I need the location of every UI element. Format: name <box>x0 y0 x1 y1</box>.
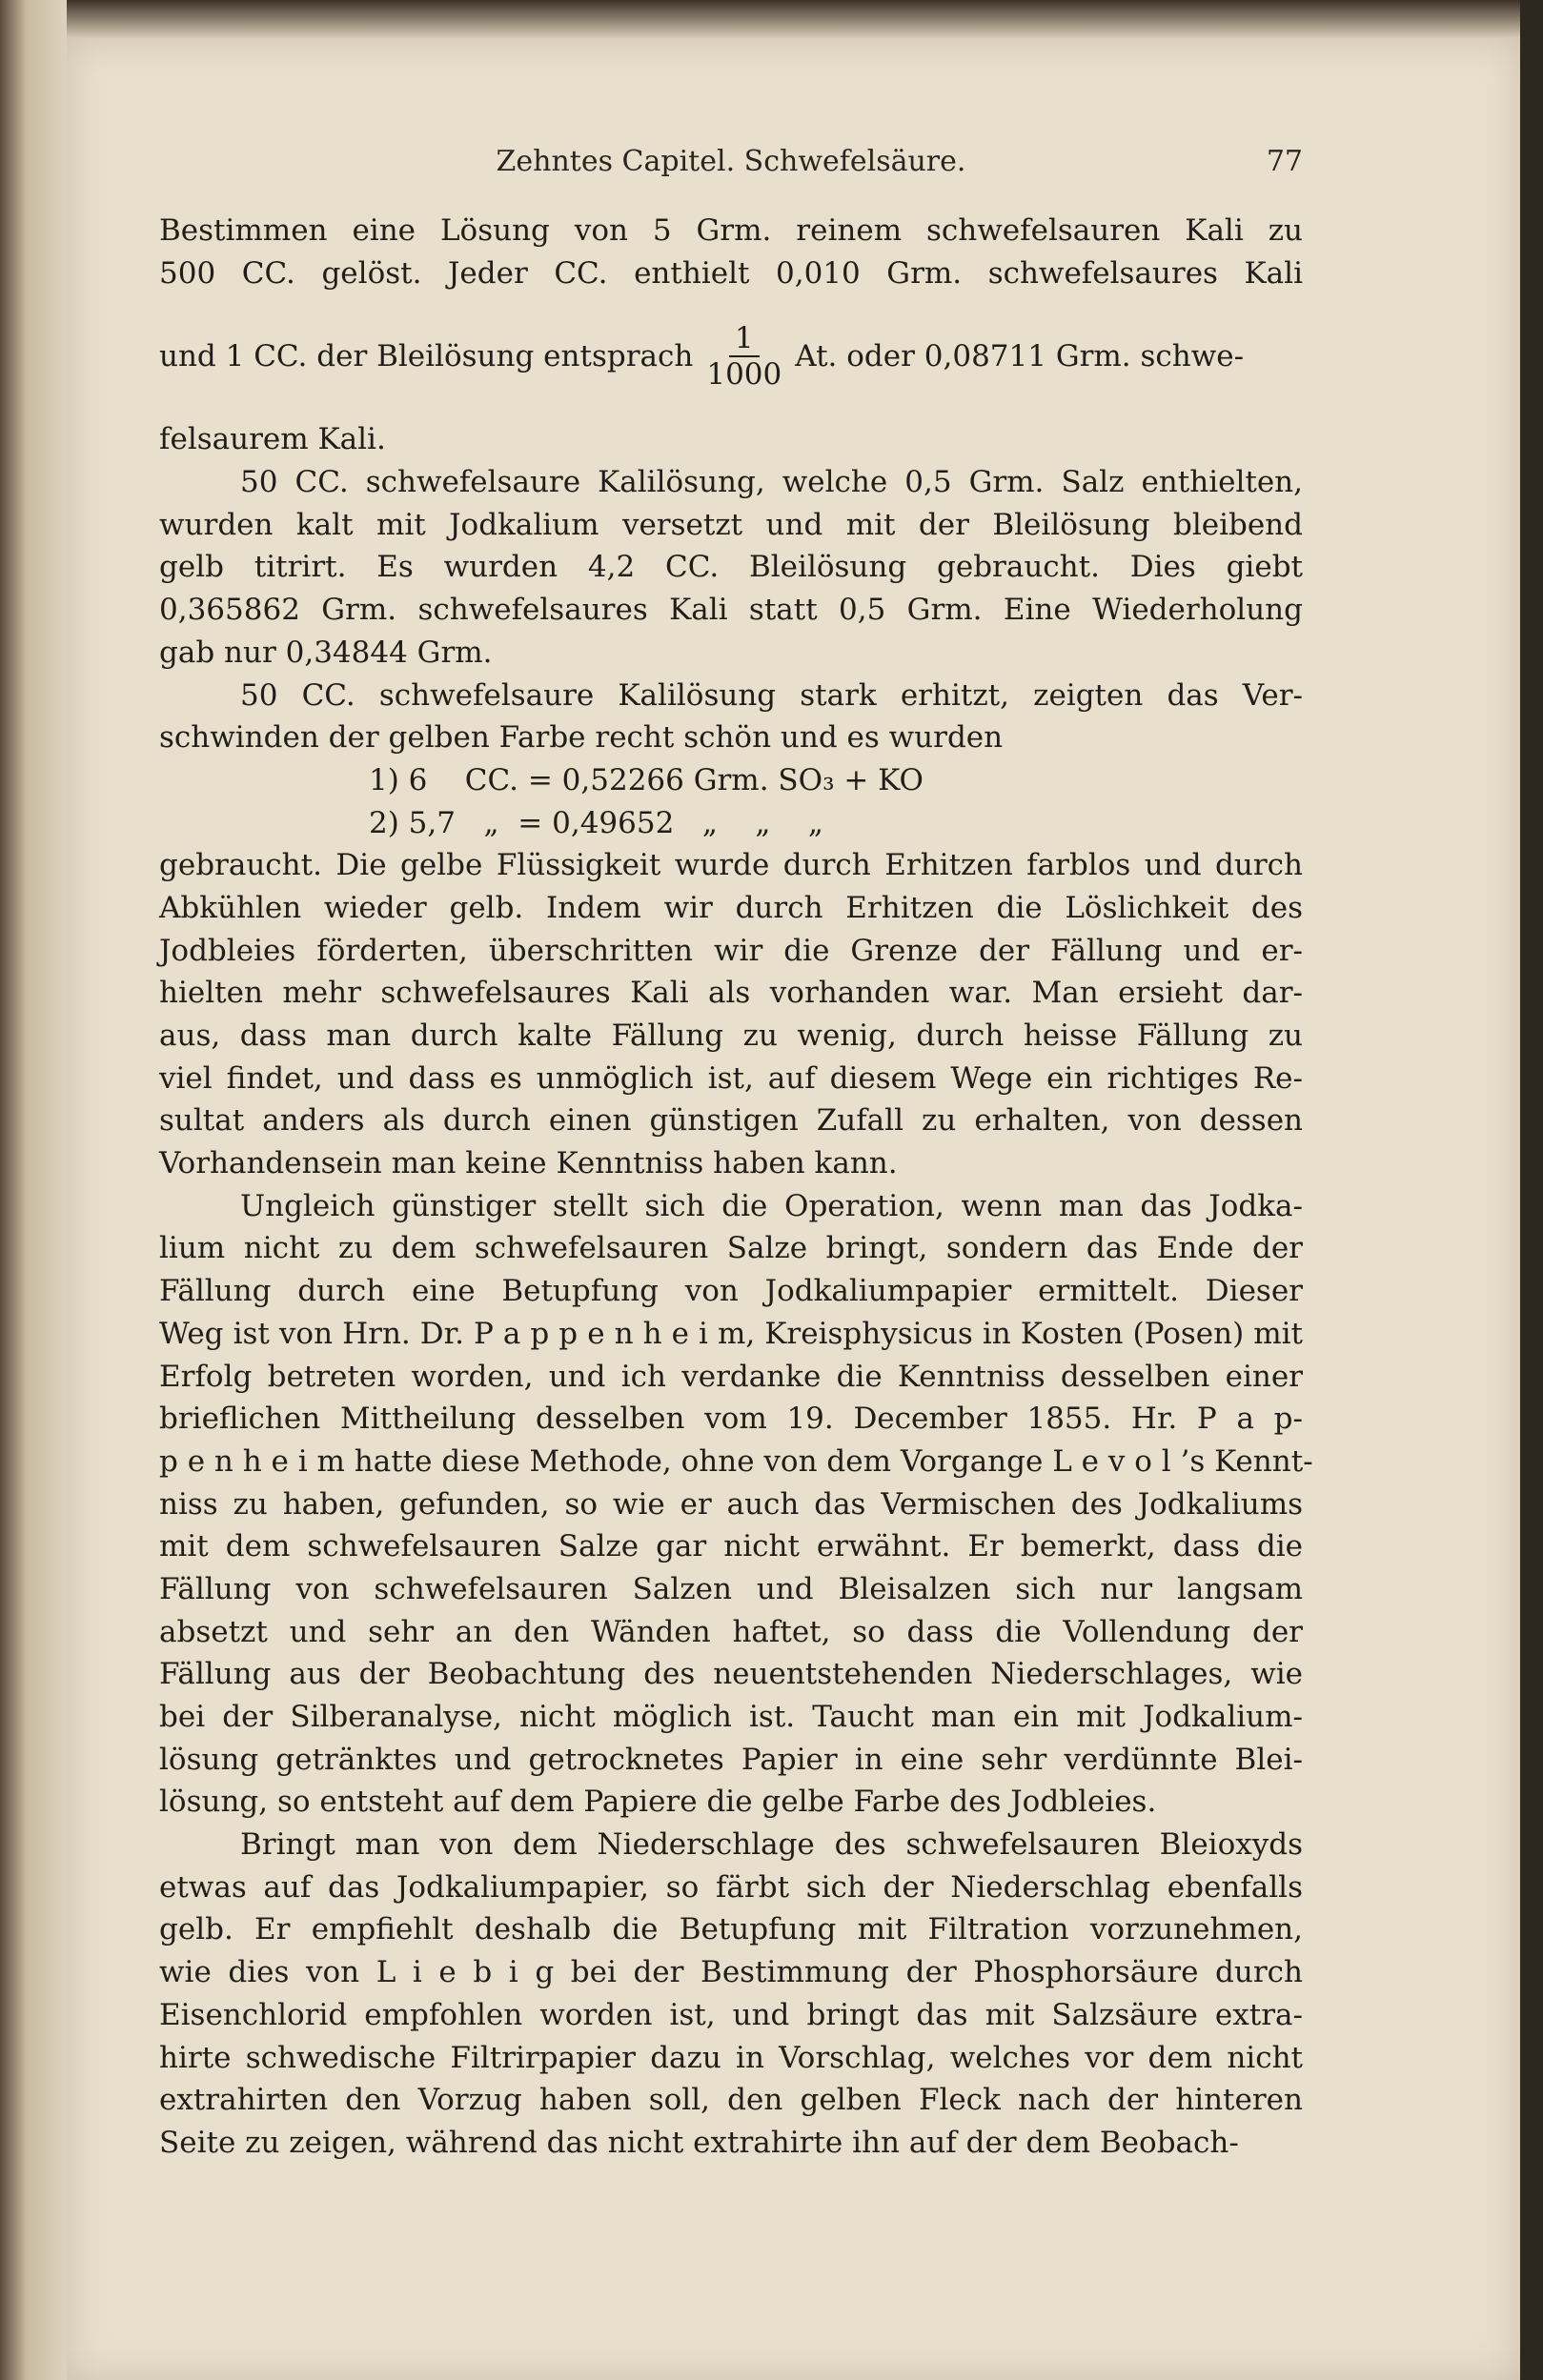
text-line: Bestimmen eine Lösung von 5 Grm. reinem schwefelsauren Kali zu <box>159 213 1303 248</box>
text-line: gab nur 0,34844 Grm. <box>159 635 493 670</box>
text-line: etwas auf das Jodkaliumpapier, so färbt sich der Niederschlag ebenfalls <box>159 1869 1303 1905</box>
fraction-text-before: und 1 CC. der Bleilösung entsprach <box>159 339 694 374</box>
text-line: 50 CC. schwefelsaure Kalilösung, welche 0,5 Grm. Salz enthielten, <box>240 465 1303 500</box>
formula-block <box>159 759 1303 844</box>
text-line: Fällung durch eine Betupfung von Jodkaliumpapier ermittelt. Dieser <box>159 1274 1303 1309</box>
text-line: felsaurem Kali. <box>159 422 386 457</box>
fraction <box>706 321 782 392</box>
text-line: gelb. Er empfiehlt deshalb die Betupfung mit Filtration vorzunehmen, <box>159 1912 1303 1947</box>
text-line: bei der Silberanalyse, nicht möglich ist. Taucht man ein mit Jodkalium- <box>159 1700 1303 1734</box>
text-line: hirte schwedische Filtrirpapier dazu in Vorschlag, welches vor dem nicht <box>159 2040 1303 2075</box>
text-line: Jodbleies förderten, überschritten wir die Grenze der Fällung und er- <box>159 933 1303 968</box>
paragraph-block-2 <box>159 418 1303 759</box>
text-line: Erfolg betreten worden, und ich verdanke die Kenntniss desselben einer <box>159 1359 1303 1394</box>
paragraph-block-1 <box>159 210 1303 294</box>
text-line: 50 CC. schwefelsaure Kalilösung stark erhitzt, zeigten das Ver- <box>240 677 1303 713</box>
book-spine <box>0 0 67 2380</box>
fraction-text-after: At. oder 0,08711 Grm. schwe- <box>795 339 1245 374</box>
text-line: brieflichen Mittheilung desselben vom 19. December 1855. Hr. P a p- <box>159 1402 1303 1437</box>
text-line: lium nicht zu dem schwefelsauren Salze bringt, sondern das Ende der <box>159 1231 1303 1266</box>
running-header <box>159 145 1303 189</box>
text-line: lösung, so entsteht auf dem Papiere die gelbe Farbe des Jodbleies. <box>159 1785 1157 1820</box>
text-line: absetzt und sehr an den Wänden haftet, so dass die Vollendung der <box>159 1614 1303 1649</box>
text-line: Eisenchlorid empfohlen worden ist, und bringt das mit Salzsäure extra- <box>159 1997 1303 2032</box>
text-line: mit dem schwefelsauren Salze gar nicht erwähnt. Er bemerkt, dass die <box>159 1529 1303 1564</box>
text-line: niss zu haben, gefunden, so wie er auch das Vermischen des Jodkaliums <box>159 1486 1303 1522</box>
fraction-line <box>159 294 1303 418</box>
chapter-title: Zehntes Capitel. Schwefelsäure. <box>496 145 966 178</box>
text-line: lösung getränktes und getrocknetes Papier in eine sehr verdünnte Blei- <box>159 1742 1303 1777</box>
text-line: Fällung von schwefelsauren Salzen und Bleisalzen sich nur langsam <box>159 1571 1303 1606</box>
text-line: extrahirten den Vorzug haben soll, den gelben Fleck nach der hinteren <box>159 2083 1303 2118</box>
body-text <box>159 210 1313 2165</box>
text-line: gebraucht. Die gelbe Flüssigkeit wurde durch Erhitzen farblos und durch <box>159 848 1303 883</box>
text-line: 0,365862 Grm. schwefelsaures Kali statt 0,5 Grm. Eine Wiederholung <box>159 593 1303 628</box>
text-line: Fällung aus der Beobachtung des neuentstehenden Niederschlages, wie <box>159 1657 1303 1692</box>
fraction-numerator: 1 <box>729 321 760 357</box>
text-line: Abkühlen wieder gelb. Indem wir durch Erhitzen die Löslichkeit des <box>159 890 1303 925</box>
text-line: Bringt man von dem Niederschlage des schwefelsauren Bleioxyds <box>240 1827 1303 1863</box>
page-number: 77 <box>1266 145 1303 178</box>
text-line: Ungleich günstiger stellt sich die Operation, wenn man das Jodka- <box>240 1188 1303 1223</box>
scan-right-edge <box>1520 0 1543 2380</box>
text-line: Vorhandensein man keine Kenntniss haben kann. <box>159 1146 898 1181</box>
fraction-denominator: 1000 <box>706 357 782 393</box>
text-line: schwinden der gelben Farbe recht schön und es wurden <box>159 720 1004 756</box>
formula-line: 1) 6 CC. = 0,52266 Grm. SO₃ + KO <box>369 762 924 797</box>
paragraph-block-3 <box>159 844 1313 2164</box>
text-line: Seite zu zeigen, während das nicht extrahirte ihn auf der dem Beobach- <box>159 2125 1239 2160</box>
text-line: viel findet, und dass es unmöglich ist, auf diesem Wege ein richtiges Re- <box>159 1060 1303 1096</box>
formula-line: 2) 5,7 „ = 0,49652 „ „ „ <box>369 805 823 840</box>
text-line: Weg ist von Hrn. Dr. P a p p e n h e i m, Kreisphysicus in Kosten (Posen) mit <box>159 1316 1303 1351</box>
text-line: sultat anders als durch einen günstigen Zufall zu erhalten, von dessen <box>159 1103 1303 1139</box>
text-line: wie dies von L i e b i g bei der Bestimmung der Phosphorsäure durch <box>159 1955 1303 1990</box>
text-line: p e n h e i m hatte diese Methode, ohne von dem Vorgange L e v o l ’s Kennt- <box>159 1443 1313 1479</box>
scan-top-edge <box>0 0 1543 38</box>
text-line: aus, dass man durch kalte Fällung zu wenig, durch heisse Fällung zu <box>159 1019 1303 1053</box>
text-line: gelb titrirt. Es wurden 4,2 CC. Bleilösung gebraucht. Dies giebt <box>159 550 1303 585</box>
text-line: 500 CC. gelöst. Jeder CC. enthielt 0,010 Grm. schwefelsaures Kali <box>159 255 1303 291</box>
text-line: hielten mehr schwefelsaures Kali als vorhanden war. Man ersieht dar- <box>159 976 1303 1011</box>
text-line: wurden kalt mit Jodkalium versetzt und mit der Bleilösung bleibend <box>159 507 1303 542</box>
